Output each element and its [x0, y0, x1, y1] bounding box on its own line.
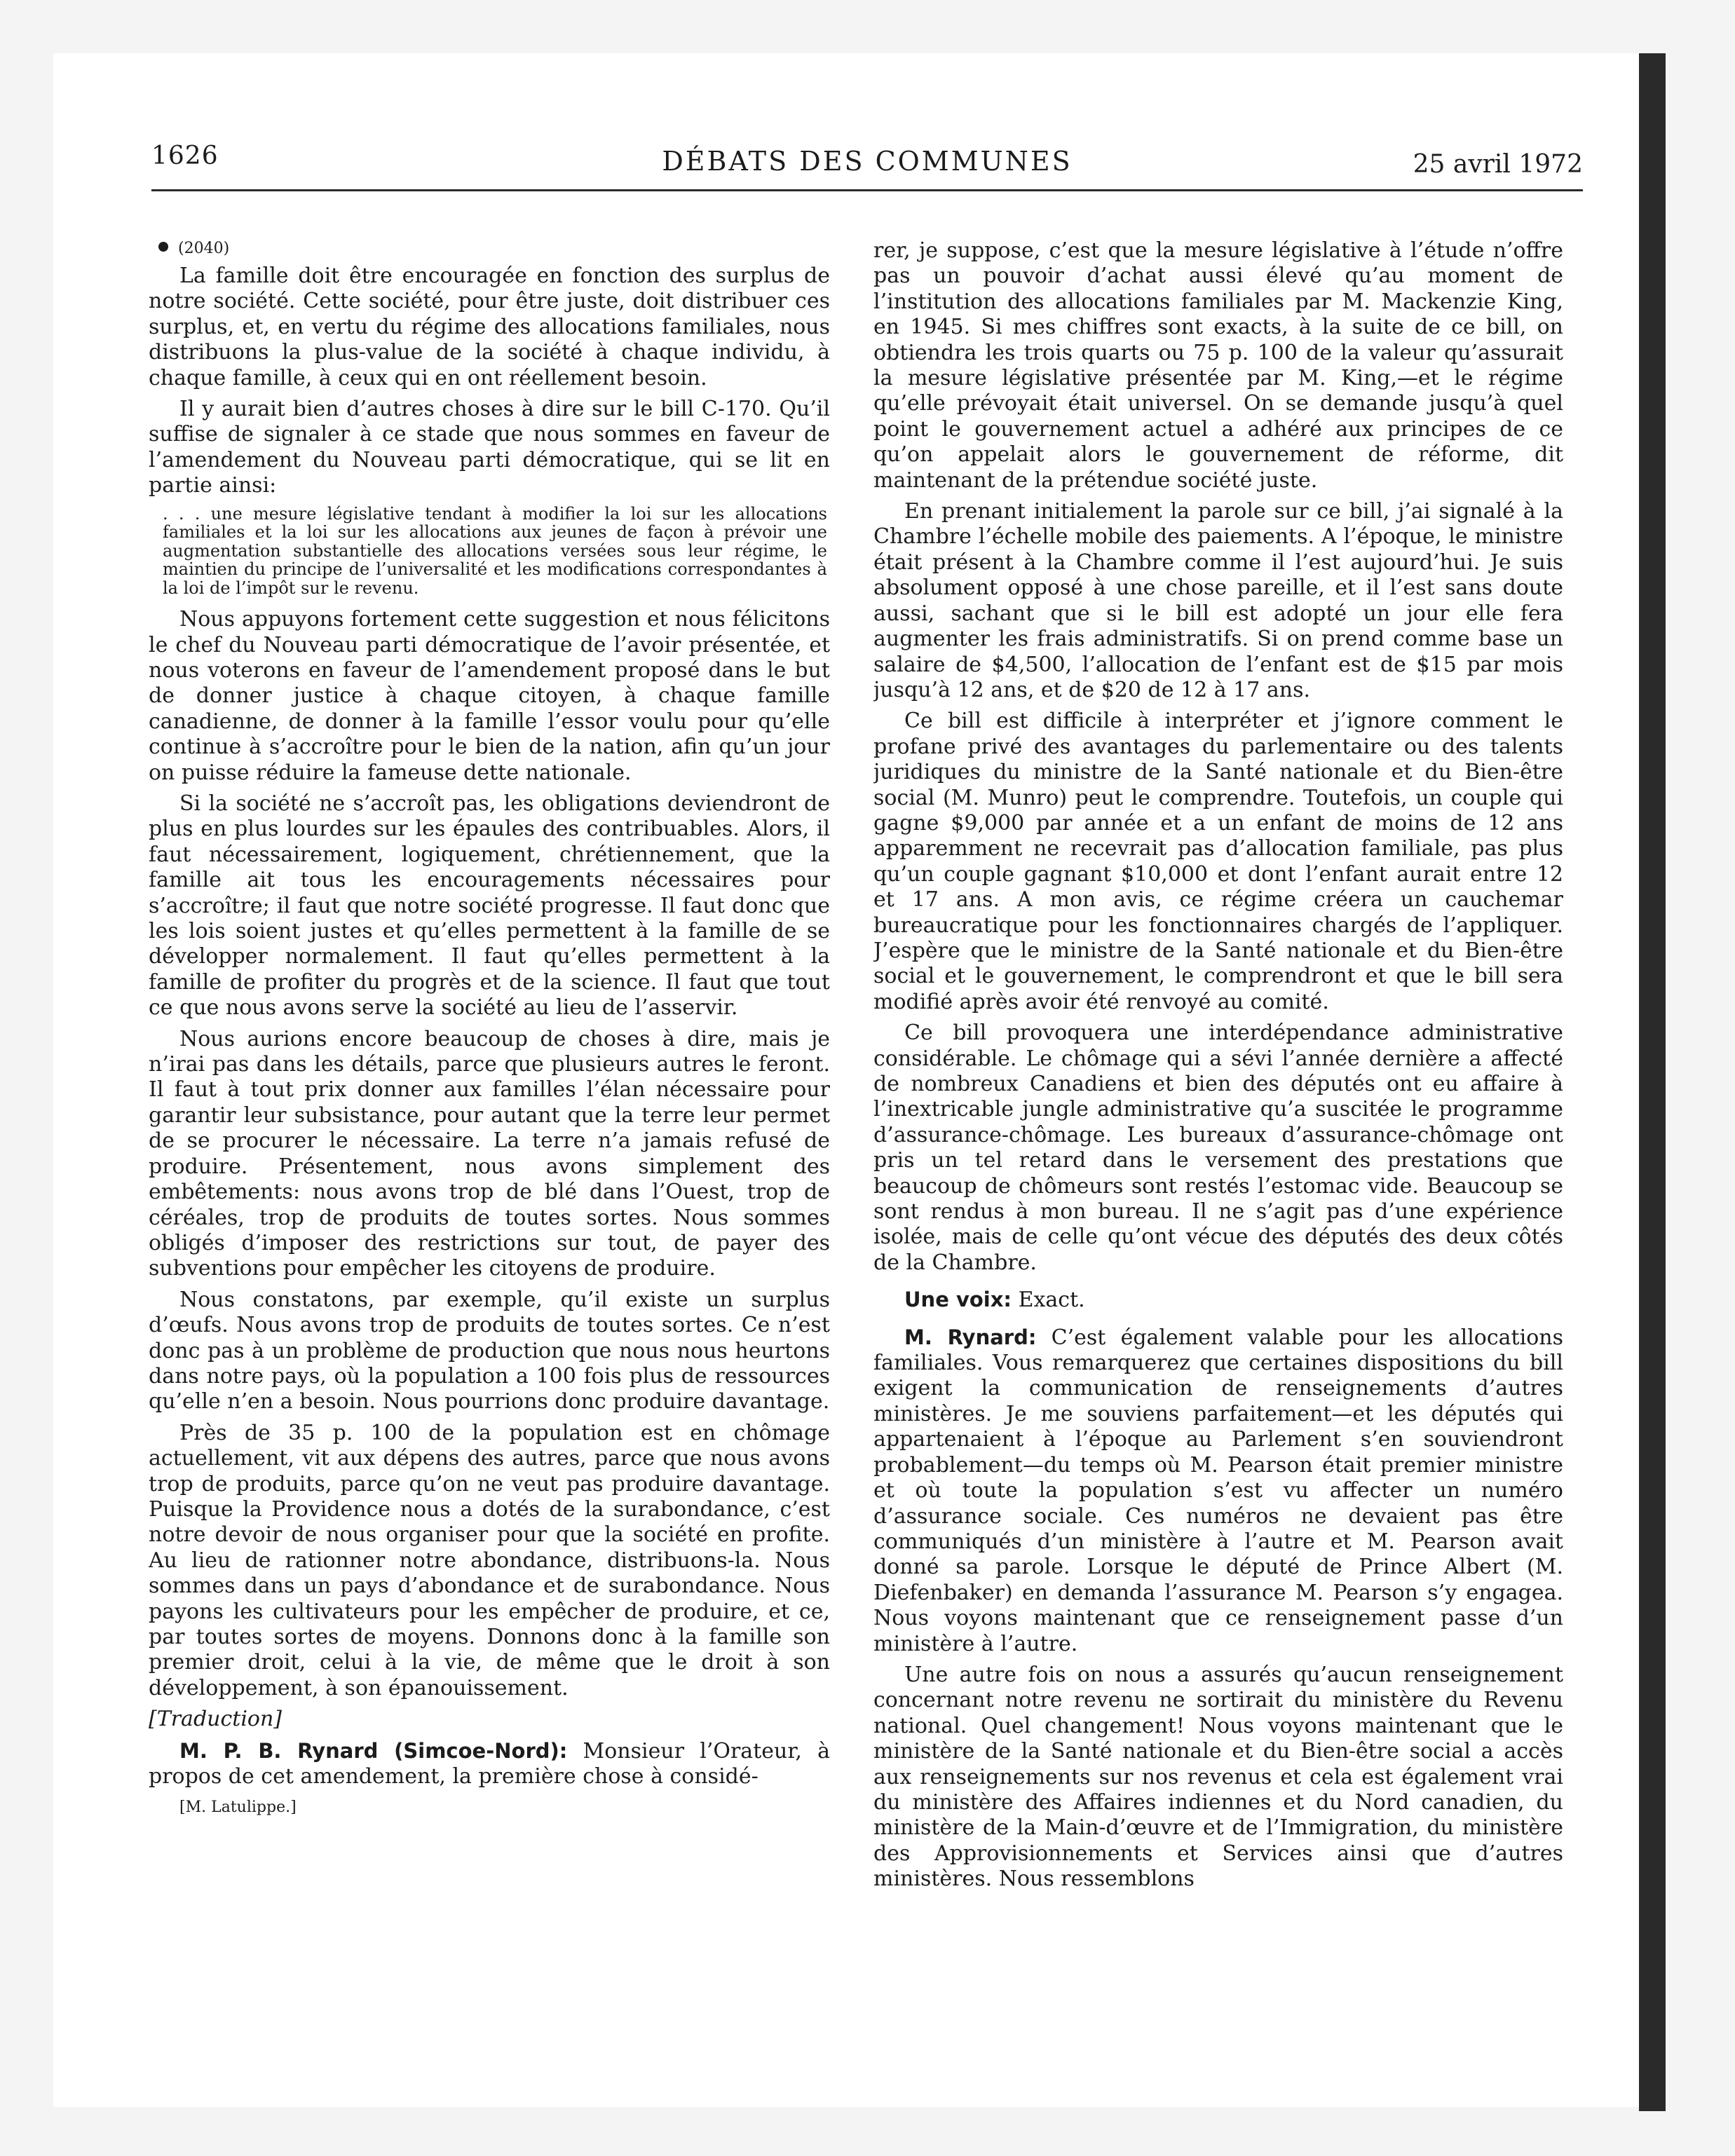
page-header: [151, 137, 1583, 191]
time-marker-text: (2040): [178, 240, 230, 257]
paragraph: La famille doit être encouragée en fonction des surplus de notre société. Cette société, pour être juste, doit distribuer ces surplus, et, en vertu du régime des allocations familiales, nous distribuons la plus-value de la société à chaque individu, à chaque famille, à ceux qui en ont réellement besoin.: [149, 264, 830, 390]
paragraph: Nous appuyons fortement cette suggestion et nous félicitons le chef du Nouveau parti démocratique de l’avoir présentée, et nous voterons en faveur de l’amendement proposé dans le but de donner justice à chaque citoyen, à chaque famille canadienne, de donner à la famille l’essor voulu pour qu’elle continue à s’accroître pour le bien de la nation, afin qu’un jour on puisse réduire la fameuse dette nationale.: [149, 607, 830, 785]
paragraph: Une autre fois on nous a assurés qu’aucun renseignement concernant notre revenu ne sortirait du ministère du Revenu national. Quel changement! Nous voyons maintenant que le ministère de la Santé nationale et du Bien-être social a accès aux renseignements sur nos revenus et cela est également vrai du ministère des Affaires indiennes et du Nord canadien, du ministère de la Main-d’œuvre et de l’Immigration, du ministère des Approvisionnements et Services ainsi que d’autres ministères. Nous ressemblons: [873, 1662, 1563, 1892]
paragraph: Il y aurait bien d’autres choses à dire sur le bill C-170. Qu’il suffise de signaler à ce stade que nous sommes en faveur de l’amendement du Nouveau parti démocratique, qui se lit en partie ainsi:: [149, 397, 830, 498]
speech-paragraph: [873, 1325, 1563, 1657]
scan-edge-shadow: [1639, 53, 1666, 2111]
amendment-quote: . . . une mesure législative tendant à modifier la loi sur les allocations familiales et la loi sur les allocations aux jeunes de façon à prévoir une augmentation substantielle des allocations versées sous leur régime, le maintien du principe de l’universalité et les modifications correspondantes à la loi de l’impôt sur le revenu.: [163, 503, 827, 598]
speaker-name: M. Rynard:: [904, 1325, 1037, 1349]
speech-paragraph: [873, 1287, 1563, 1313]
paragraph: Près de 35 p. 100 de la population est en chômage actuellement, vit aux dépens des autres, parce que nous avons trop de produits, parce qu’on ne veut pas produire davantage. Puisque la Providence nous a dotés de la surabondance, c’est notre devoir de nous organiser pour que la société en profite. Au lieu de rationner notre abondance, distribuons-la. Nous sommes dans un pays d’abondance et de surabondance. Nous payons les cultivateurs pour les empêcher de produire, et ce, par toutes sortes de moyens. Donnons donc à la famille son premier droit, celui à la vie, de même que le droit à son développement, à son épanouissement.: [149, 1420, 830, 1700]
speech-text: Monsieur l’Orateur, à propos de cet amendement, la première chose à considé-: [149, 1738, 830, 1789]
footer-speaker: [M. Latulippe.]: [179, 1799, 297, 1817]
bullet-icon: [158, 242, 168, 252]
paragraph: rer, je suppose, c’est que la mesure législative à l’étude n’offre pas un pouvoir d’achat aussi élevé qu’au moment de l’institution des allocations familiales par M. Mackenzie King, en 1945. Si mes chiffres sont exacts, à la suite de ce bill, on obtiendra les trois quarts ou 75 p. 100 de la valeur qu’assurait la mesure législative présentée par M. King,—et le régime qu’elle prévoyait était universel. On se demande jusqu’à quel point le gouvernement actuel a adhéré aux principes de ce qu’on appelait alors le gouvernement de réforme, dit maintenant de la prétendue société juste.: [873, 238, 1563, 493]
speaker-name: M. P. B. Rynard (Simcoe-Nord):: [179, 1738, 568, 1763]
right-column: [873, 238, 1563, 2040]
speaker-name: Une voix:: [904, 1288, 1012, 1312]
page-number: 1626: [151, 142, 219, 170]
page-date: 25 avril 1972: [1413, 150, 1583, 179]
paragraph: Ce bill provoquera une interdépendance administrative considérable. Le chômage qui a sévi l’année dernière a affecté de nombreux Canadiens et bien des députés ont eu affaire à l’inextricable jungle administrative qu’a suscitée le programme d’assurance-chômage. Les bureaux d’assurance-chômage ont pris un tel retard dans le versement des prestations que beaucoup de chômeurs sont restés l’estomac vide. Beaucoup se sont rendus à mon bureau. Il ne s’agit pas d’une expérience isolée, mais de celle qu’ont vécue des députés des deux côtés de la Chambre.: [873, 1021, 1563, 1275]
left-column: [149, 238, 830, 2040]
paragraph: En prenant initialement la parole sur ce bill, j’ai signalé à la Chambre l’échelle mobile des paiements. A l’époque, le ministre était présent à la Chambre comme il l’est aujourd’hui. Je suis absolument opposé à une chose pareille, et il l’est sans doute aussi, sachant que si le bill est adopté un jour elle fera augmenter les frais administratifs. Si on prend comme base un salaire de $4,500, l’allocation de l’enfant est de $15 par mois jusqu’à 12 ans, et de $20 de 12 à 17 ans.: [873, 499, 1563, 702]
paragraph: Nous aurions encore beaucoup de choses à dire, mais je n’irai pas dans les détails, parce que plusieurs autres le feront. Il faut à tout prix donner aux familles l’élan nécessaire pour garantir leur subsistance, pour autant que la terre leur permet de se procurer le nécessaire. La terre n’a jamais refusé de produire. Présentement, nous avons simplement des embêtements: nous avons trop de blé dans l’Ouest, trop de céréales, trop de produits de toutes sortes. Nous sommes obligés d’imposer des restrictions sur tout, de payer des subventions pour empêcher les citoyens de produire.: [149, 1026, 830, 1281]
speech-text: C’est également valable pour les allocations familiales. Vous remarquerez que certaines dispositions du bill exigent la communication de renseignements d’autres ministères. Je me souviens parfaitement—et les députés qui appartenaient à l’époque au Parlement s’en souviendront probablement—du temps où M. Pearson était premier ministre et où toute la population s’est vu affecter un numéro d’assurance sociale. Ces numéros ne devaient pas être communiqués d’un ministère à l’autre et M. Pearson avait donné sa parole. Lorsque le député de Prince Albert (M. Diefenbaker) en demanda l’assurance M. Pearson s’y engagea. Nous voyons maintenant que ce renseignement passe d’un ministère à l’autre.: [873, 1325, 1563, 1656]
paragraph: Si la société ne s’accroît pas, les obligations deviendront de plus en plus lourdes sur les épaules des contribuables. Alors, il faut nécessairement, logiquement, chrétiennement, que la famille ait tous les encouragements nécessaires pour s’accroître; il faut que notre société progresse. Il faut donc que les lois soient justes et qu’elles permettent à la famille de se développer normalement. Il faut qu’elles permettent à la famille de profiter du progrès et de la science. Il faut que tout ce que nous avons serve la société au lieu de l’asservir.: [149, 791, 830, 1021]
translation-note: [Traduction]: [149, 1707, 283, 1732]
time-marker: [158, 238, 830, 259]
speech-paragraph: [149, 1738, 830, 1790]
paragraph: Ce bill est difficile à interpréter et j’ignore comment le profane privé des avantages du parlementaire ou des talents juridiques du ministre de la Santé nationale et du Bien-être social (M. Munro) peut le comprendre. Toutefois, un couple qui gagne $9,000 par année et a un enfant de moins de 12 ans apparemment ne recevrait pas d’allocation familiale, pas plus qu’un couple gagnant $10,000 et dont l’enfant aurait entre 12 et 17 ans. A mon avis, ce régime créera un cauchemar bureaucratique pour les fonctionnaires chargés de l’appliquer. J’espère que le ministre de la Santé nationale et du Bien-être social et le gouvernement, le comprendront et que le bill sera modifié après avoir été renvoyé au comité.: [873, 709, 1563, 1014]
paragraph: Nous constatons, par exemple, qu’il existe un surplus d’œufs. Nous avons trop de produits de toutes sortes. Ce n’est donc pas à un problème de production que nous nous heurtons dans notre pays, où la population a 100 fois plus de ressources qu’elle n’en a besoin. Nous pourrions donc produire davantage.: [149, 1287, 830, 1414]
speech-text: Exact.: [1018, 1288, 1085, 1313]
running-title: DÉBATS DES COMMUNES: [662, 146, 1073, 177]
